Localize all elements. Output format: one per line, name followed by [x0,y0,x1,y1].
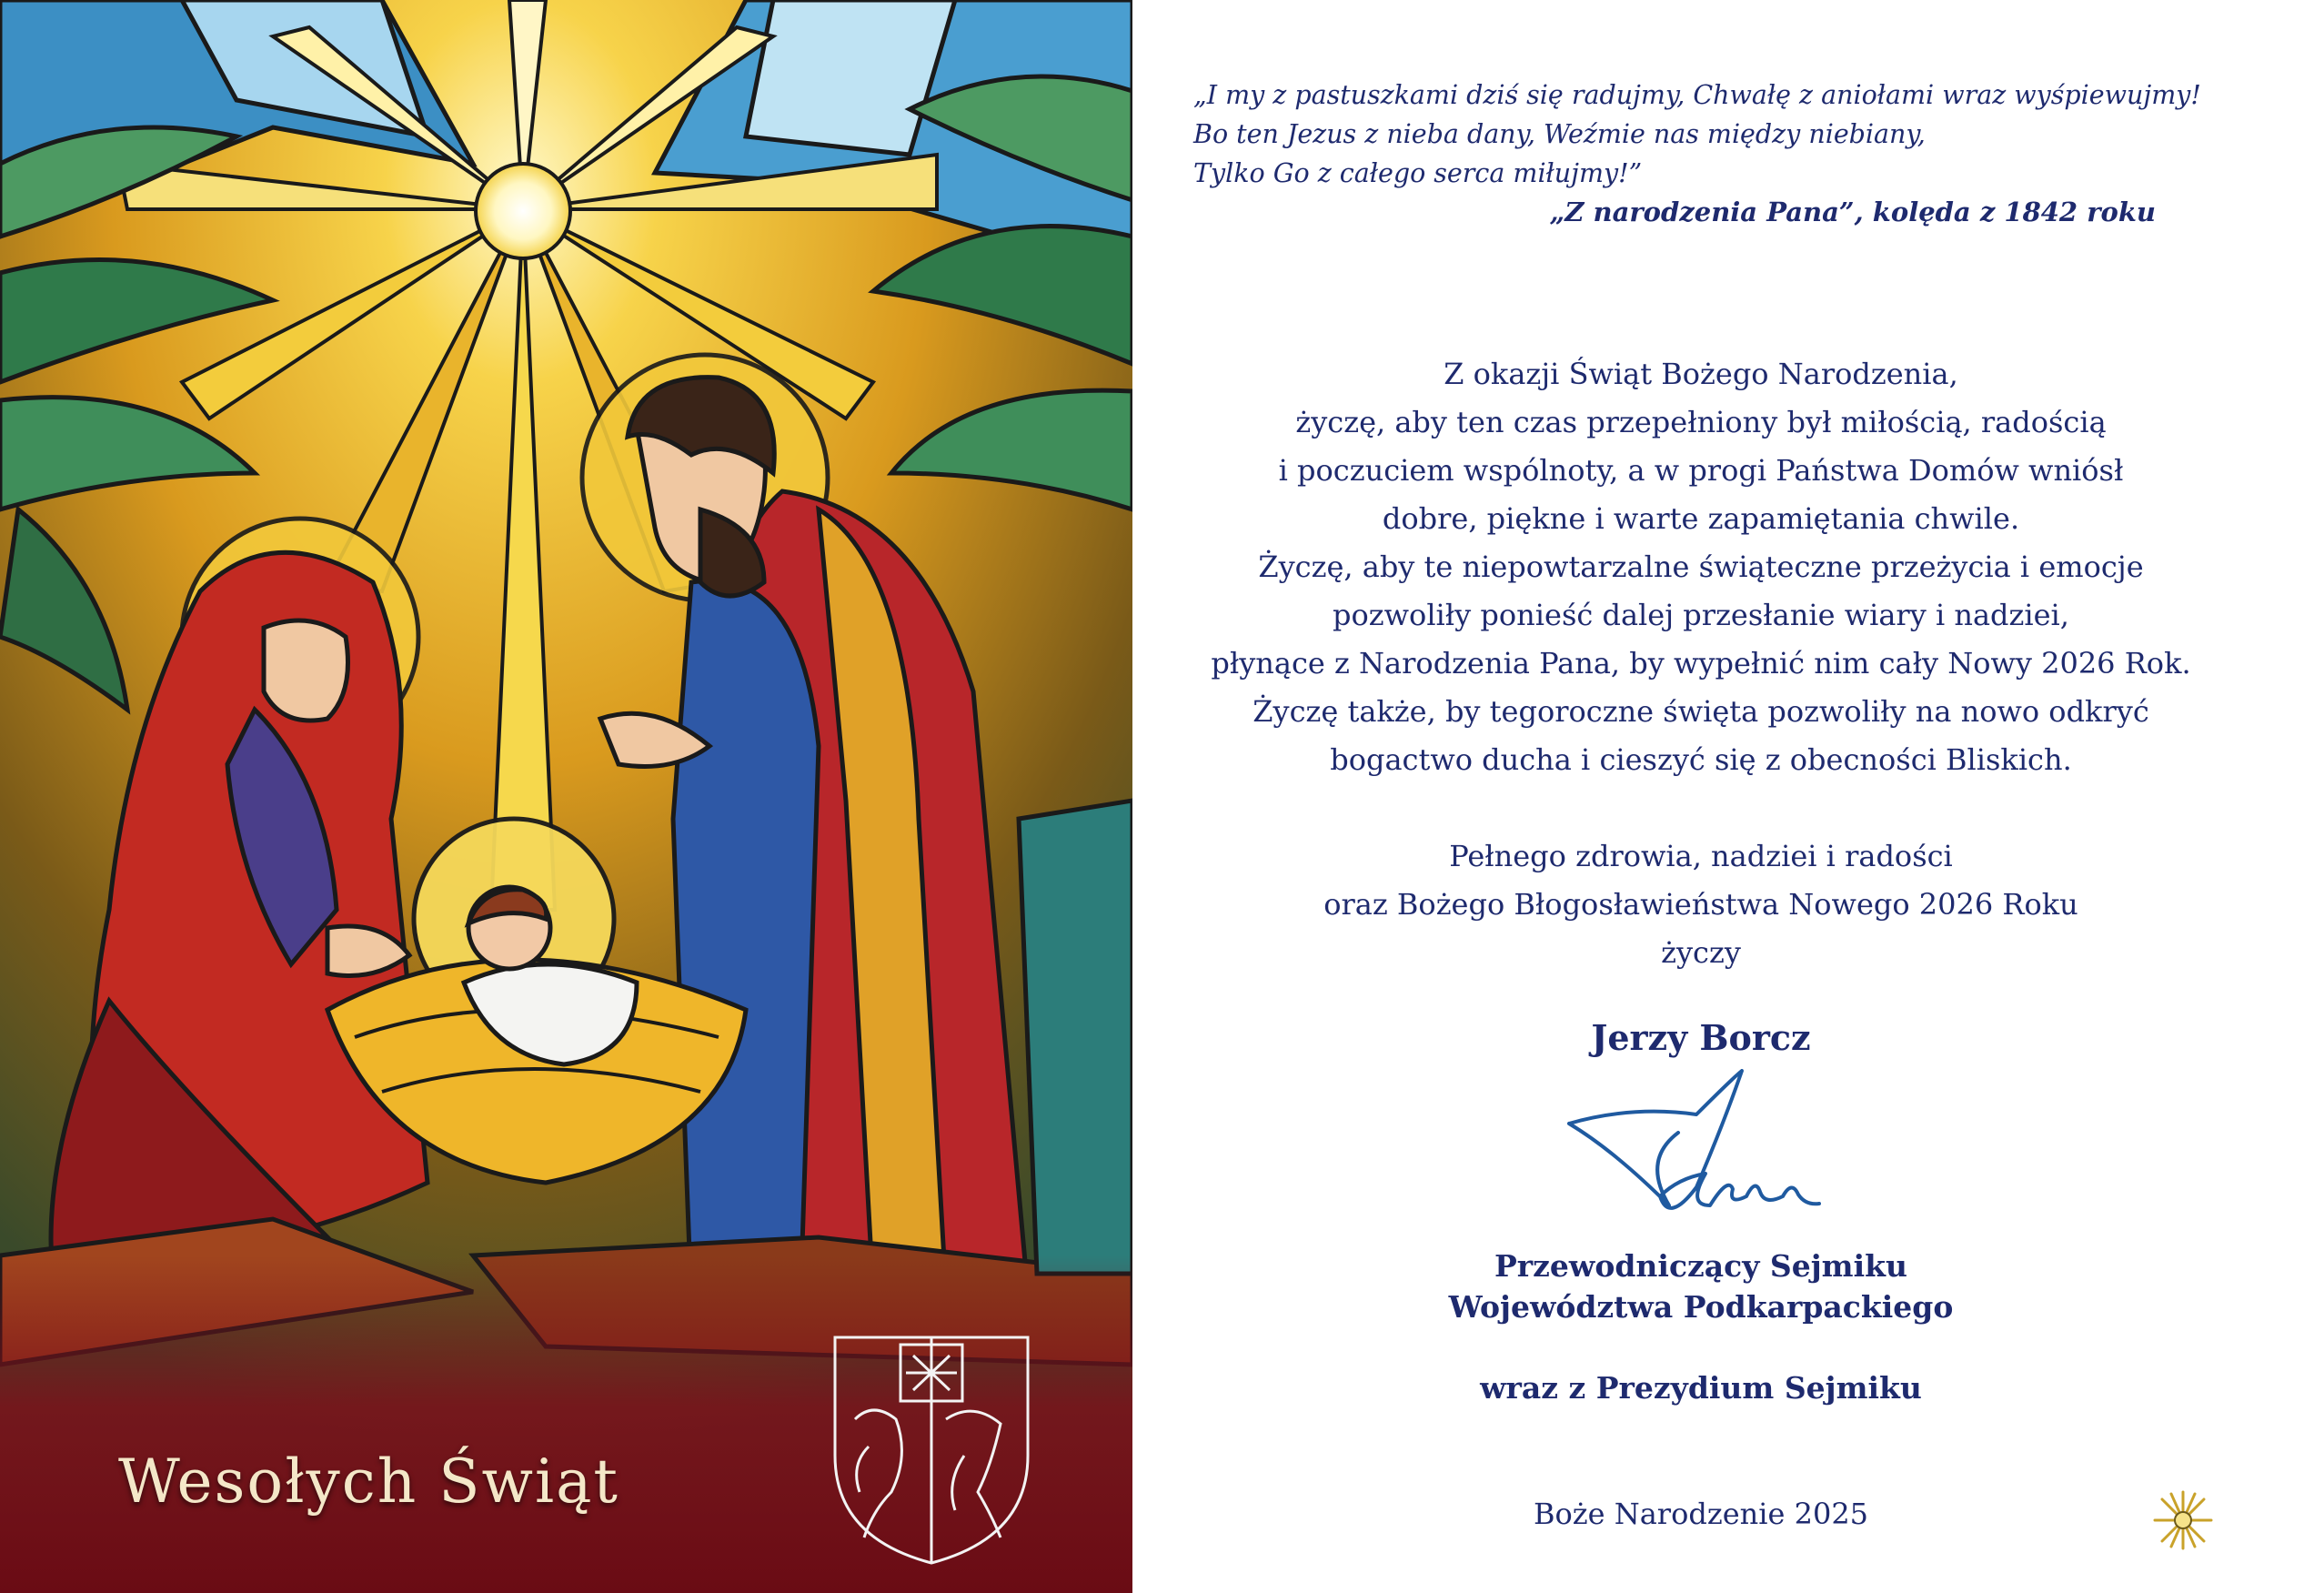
wishes-line-3: życzy [1661,935,1741,970]
message-line-6: pozwoliły ponieść dalej przesłanie wiary i nadziei, [1333,598,2069,632]
signatory-title-line-1: Przewodniczący Sejmiku [1494,1248,1907,1284]
greeting-title: Wesołych Świąt [118,1447,619,1517]
signatory-name: Jerzy Borcz [1591,1017,1811,1058]
message-line-4: dobre, piękne i warte zapamiętania chwile. [1382,501,2020,536]
presidium-line: wraz z Prezydium Sejmiku [1480,1370,1922,1406]
star-ornament-icon [2151,1488,2215,1552]
message-line-8: Życzę także, by tegoroczne święta pozwoliły na nowo odkryć [1253,694,2149,729]
signatory-title-line-2: Województwa Podkarpackiego [1448,1289,1954,1325]
handwritten-signature [1560,1069,1833,1237]
quote-source: „Z narodzenia Pana”, kolęda z 1842 roku [1549,197,2156,227]
message-line-7: płynące z Narodzenia Pana, by wypełnić nim cały Nowy 2026 Rok. [1211,646,2191,681]
quote-line-2: Bo ten Jezus z nieba dany, Weźmie nas między niebiany, [1193,119,1926,149]
nativity-illustration [0,0,1132,1593]
wishes-line-1: Pełnego zdrowia, nadziei i radości [1449,839,1953,873]
message-line-2: życzę, aby ten czas przepełniony był miłością, radością [1295,405,2107,439]
message-line-3: i poczuciem wspólnoty, a w progi Państwa Domów wniósł [1278,453,2124,488]
stained-glass-scene [0,0,1132,1593]
wishes-line-2: oraz Bożego Błogosławieństwa Nowego 2026 Roku [1323,887,2078,922]
quote-line-3: Tylko Go z całego serca miłujmy!” [1193,158,1643,188]
message-line-1: Z okazji Świąt Bożego Narodzenia, [1444,357,1958,391]
quote-line-1: „I my z pastuszkami dziś się radujmy, Chwałę z aniołami wraz wyśpiewujmy! [1193,80,2201,110]
message-line-5: Życzę, aby te niepowtarzalne świąteczne przeżycia i emocje [1258,549,2144,584]
date-line: Boże Narodzenie 2025 [1533,1497,1869,1531]
message-line-9: bogactwo ducha i cieszyć się z obecności Bliskich. [1330,742,2072,777]
